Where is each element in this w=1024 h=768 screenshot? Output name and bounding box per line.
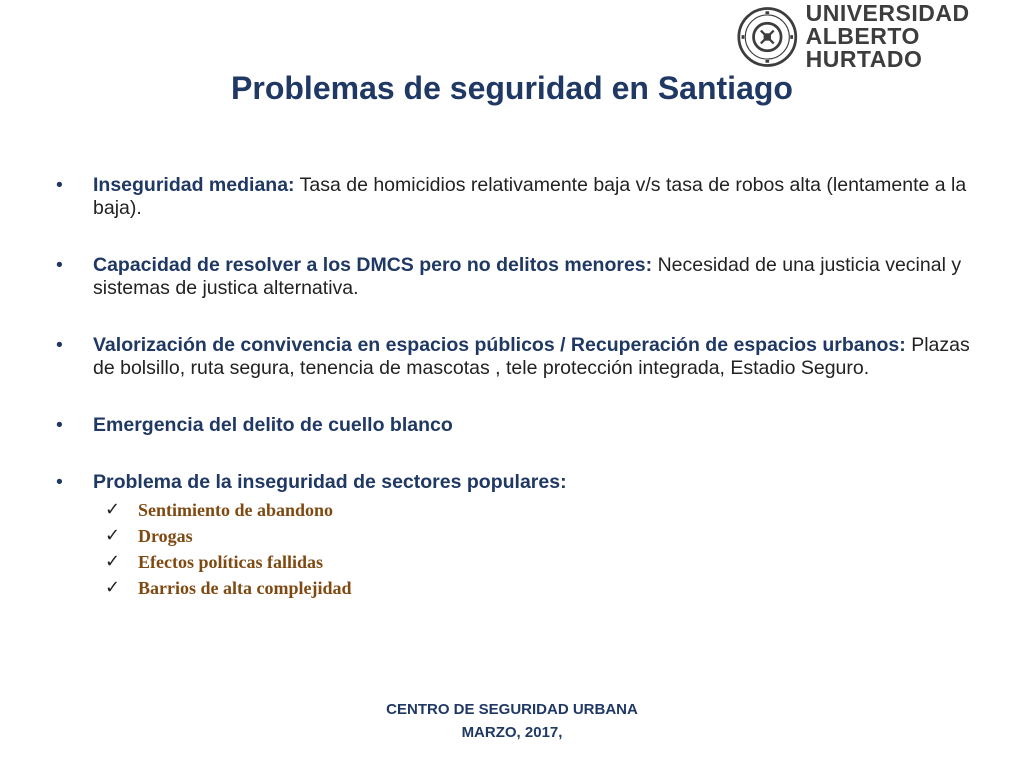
slide-title: Problemas de seguridad en Santiago xyxy=(231,70,793,106)
sub-list-item xyxy=(93,497,976,523)
checkmark-icon: ✓ xyxy=(105,577,121,598)
bullet-icon: • xyxy=(56,471,63,493)
university-name-line1: UNIVERSIDAD xyxy=(805,0,970,26)
checkmark-icon: ✓ xyxy=(105,551,121,572)
bullet-text: Tasa de homicidios relativamente baja v/s tasa de robos alta (lentamente a la baja). xyxy=(93,174,967,219)
bullet-item xyxy=(56,471,976,601)
bullet-lead: Valorización de convivencia en espacios públicos / Recuperación de espacios urbanos: xyxy=(93,334,906,356)
sub-list-item xyxy=(93,575,976,601)
bullet-lead: Emergencia del delito de cuello blanco xyxy=(93,414,453,436)
sub-list-item xyxy=(93,523,976,549)
university-name-line2: ALBERTO HURTADO xyxy=(805,23,923,72)
bullet-icon: • xyxy=(56,334,63,356)
bullet-icon: • xyxy=(56,174,63,196)
university-logo xyxy=(737,2,1024,71)
university-seal-icon xyxy=(737,4,798,70)
bullet-text: Necesidad de una justicia vecinal y sistemas de justica alternativa. xyxy=(93,254,962,299)
bullet-item xyxy=(56,254,976,300)
checkmark-icon: ✓ xyxy=(105,499,121,520)
slide-footer xyxy=(0,698,1024,744)
footer-date: MARZO, 2017, xyxy=(461,724,563,741)
university-name xyxy=(806,2,1024,71)
bullet-lead: Capacidad de resolver a los DMCS pero no delitos menores: xyxy=(93,254,653,276)
footer-organization: CENTRO DE SEGURIDAD URBANA xyxy=(386,701,638,718)
checkmark-icon: ✓ xyxy=(105,525,121,546)
sub-list xyxy=(93,497,976,601)
bullet-icon: • xyxy=(56,254,63,276)
sub-list-item-label: Barrios de alta complejidad xyxy=(138,578,352,598)
bullet-list xyxy=(56,174,976,601)
sub-list-item xyxy=(93,549,976,575)
sub-list-item-label: Sentimiento de abandono xyxy=(138,500,334,520)
bullet-icon: • xyxy=(56,414,63,436)
bullet-item xyxy=(56,174,976,220)
sub-list-item-label: Drogas xyxy=(138,526,193,546)
bullet-lead: Inseguridad mediana: xyxy=(93,174,295,196)
bullet-item xyxy=(56,414,976,437)
bullet-lead: Problema de la inseguridad de sectores populares: xyxy=(93,471,567,493)
bullet-text: Plazas de bolsillo, ruta segura, tenencia de mascotas , tele protección integrada, Estadio Seguro. xyxy=(93,334,970,379)
bullet-item xyxy=(56,334,976,380)
sub-list-item-label: Efectos políticas fallidas xyxy=(138,552,323,572)
